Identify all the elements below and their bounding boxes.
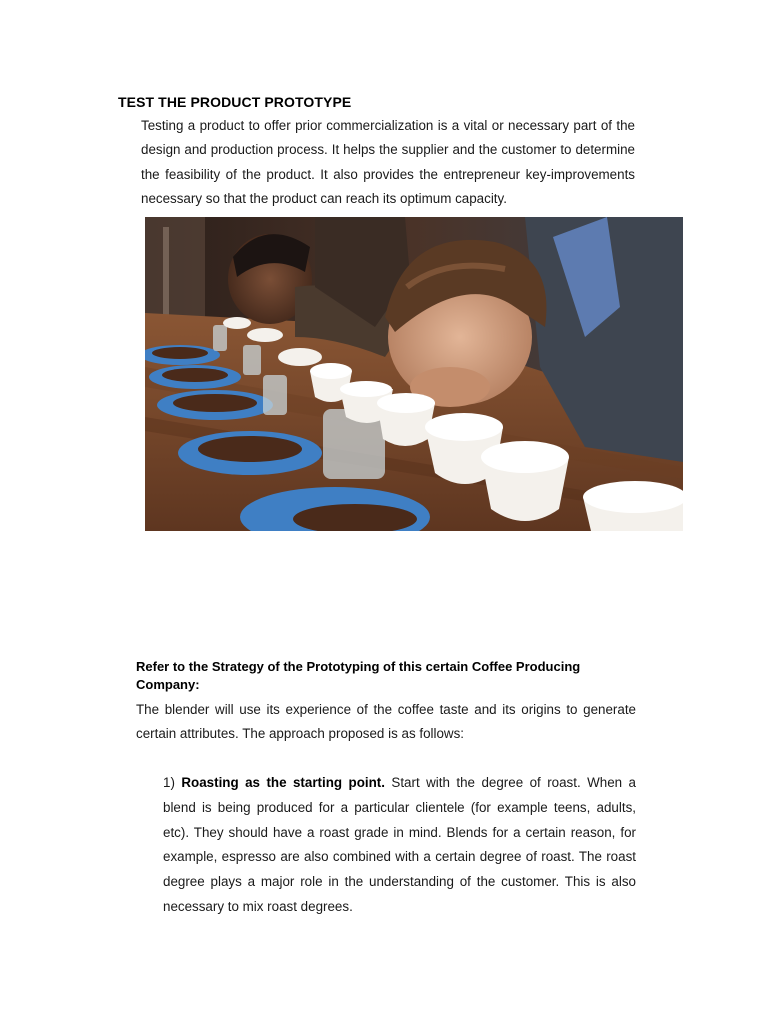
list-item xyxy=(163,771,636,920)
list-item-title: Roasting as the starting point. xyxy=(181,775,385,790)
intro-paragraph: Testing a product to offer prior commercialization is a vital or necessary part of the design and production process. It helps the supplier and the customer to determine the feasibility of the product. It also provides the entrepreneur key-improvements necessary so that the product can reach its optimum capacity. xyxy=(141,118,635,207)
strategy-intro: The blender will use its experience of the coffee taste and its origins to generate certain attributes. The approach proposed is as follows: xyxy=(136,702,636,742)
strategy-heading: Refer to the Strategy of the Prototyping of this certain Coffee Producing Company: xyxy=(136,659,581,692)
list-item-number: 1) xyxy=(163,775,175,790)
coffee-cupping-photo xyxy=(145,217,683,531)
section-heading: TEST THE PRODUCT PROTOTYPE xyxy=(118,94,352,110)
list-item-text: Start with the degree of roast. When a blend is being produced for a particular clientele (for example teens, adults, etc). They should have a roast grade in mind. Blends for a certain reason, for example, espresso are also combined with a certain degree of roast. The roast degree plays a major role in the understanding of the customer. This is also necessary to mix roast degrees. xyxy=(163,775,636,914)
